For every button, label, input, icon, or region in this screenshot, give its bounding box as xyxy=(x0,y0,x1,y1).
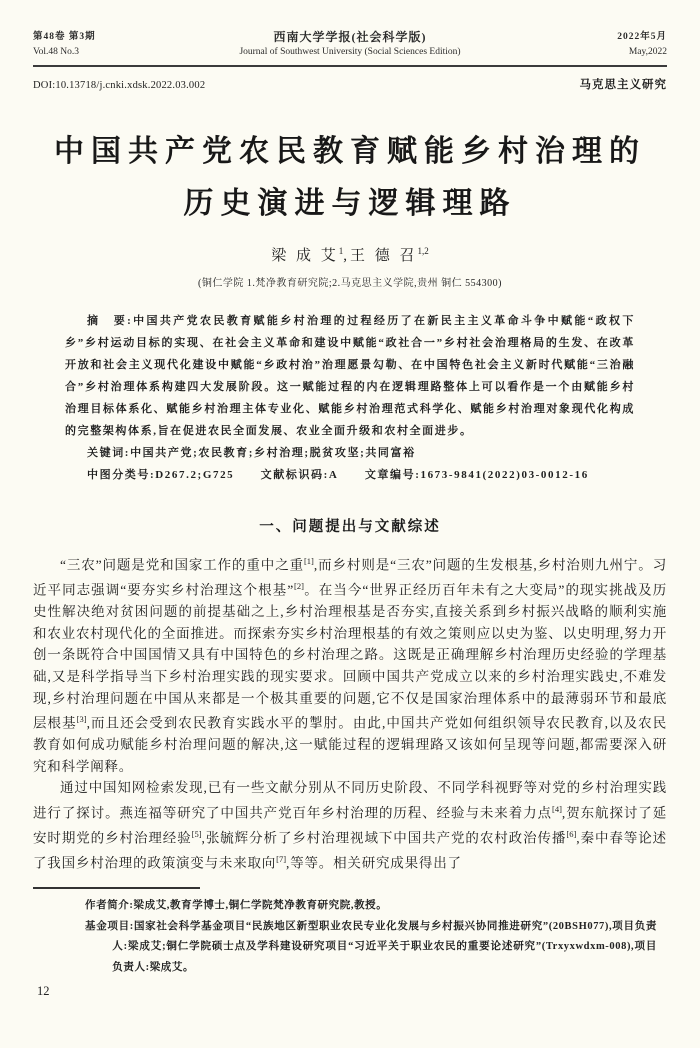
keywords-text: 中国共产党;农民教育;乡村治理;脱贫攻坚;共同富裕 xyxy=(130,447,416,459)
keywords-line xyxy=(65,442,635,464)
clc-value: D267.2;G725 xyxy=(155,469,235,481)
clc-label: 中图分类号: xyxy=(87,469,156,481)
body-paragraph-2: 通过中国知网检索发现,已有一些文献分别从不同历史阶段、不同学科视野等对党的乡村治理实践进行了探讨。燕连福等研究了中国共产党百年乡村治理的历程、经验与未来着力点[4],贺东航探讨了延安时期党的乡村治理经验[5],张毓辉分析了乡村治理视域下中国共产党的农村政治传播[6],秦中春等论述了我国乡村治理的政策演变与未来取向[7],等等。相关研究成果得出了 xyxy=(33,780,667,871)
article-title-line2: 历史演进与逻辑理路 xyxy=(183,187,517,220)
doc-code-label: 文献标识码: xyxy=(260,469,329,481)
author-name-1: 梁 成 艾 xyxy=(271,248,339,264)
journal-name-en: Journal of Southwest University (Social Sciences Edition) xyxy=(239,47,461,57)
doi-text: DOI:10.13718/j.cnki.xdsk.2022.03.002 xyxy=(33,80,206,91)
article-id-label: 文章编号: xyxy=(364,469,421,481)
author-bio-label: 作者简介: xyxy=(85,900,134,912)
article-id-pair xyxy=(365,469,589,481)
date-cn: 2022年5月 xyxy=(617,32,667,42)
column-tag: 马克思主义研究 xyxy=(579,79,667,91)
footnote-divider xyxy=(33,887,200,889)
article-title xyxy=(33,126,667,230)
fund-label: 基金项目: xyxy=(85,920,134,932)
footnotes xyxy=(85,896,657,978)
clc-pair xyxy=(87,469,234,481)
doc-code-pair xyxy=(261,469,339,481)
footnote-fund xyxy=(85,917,657,979)
doi-row xyxy=(33,76,667,92)
meta-line xyxy=(65,464,635,486)
body-text xyxy=(33,551,667,874)
abstract-paragraph xyxy=(65,310,635,442)
fund-text: 国家社会科学基金项目“民族地区新型职业农民专业化发展与乡村振兴协同推进研究”(20BSH077),项目负责人:梁成艾;铜仁学院硕士点及学科建设研究项目“习近平关于职业农民的重要论述研究”(Trxyxwdxm-008),项目负责人:梁成艾。 xyxy=(112,920,657,973)
abstract-label: 摘 要: xyxy=(87,315,133,327)
author-separator: , xyxy=(343,248,350,264)
abstract-block xyxy=(65,310,635,486)
article-title-line1: 中国共产党农民教育赋能乡村治理的 xyxy=(54,135,646,168)
author-affil-mark-1: 1 xyxy=(338,246,344,256)
header-journal-name xyxy=(183,30,517,60)
journal-name-cn: 西南大学学报(社会科学版) xyxy=(273,30,427,44)
author-name-2: 王 德 召 xyxy=(350,248,418,264)
date-en: May,2022 xyxy=(628,47,667,57)
header-divider xyxy=(33,65,667,67)
keywords-label: 关键词: xyxy=(87,447,131,459)
affiliation: (铜仁学院 1.梵净教育研究院;2.马克思主义学院,贵州 铜仁 554300) xyxy=(198,278,502,289)
author-line xyxy=(33,244,667,265)
section-heading: 一、问题提出与文献综述 xyxy=(259,519,441,535)
doc-code-value: A xyxy=(328,469,339,481)
page-number: 12 xyxy=(37,984,50,999)
footnote-author-bio xyxy=(85,896,657,917)
author-bio-text: 梁成艾,教育学博士,铜仁学院梵净教育研究院,教授。 xyxy=(133,900,388,912)
abstract-text: 中国共产党农民教育赋能乡村治理的过程经历了在新民主主义革命斗争中赋能“政权下乡”乡村运动目标的实现、在社会主义革命和建设中赋能“政社合一”乡村社会治理格局的生发、在改革开放和社会主义现代化建设中赋能“乡政村治”治理愿景勾勒、在中国特色社会主义新时代赋能“三治融合”乡村治理体系构建四大发展阶段。这一赋能过程的内在逻辑理路整体上可以看作是一个由赋能乡村治理目标体系化、赋能乡村治理主体专业化、赋能乡村治理范式科学化、赋能乡村治理对象现代化构成的完整架构体系,旨在促进农民全面发展、农业全面升级和农村全面进步。 xyxy=(65,315,635,437)
header-date xyxy=(517,30,667,60)
body-paragraph-1: “三农”问题是党和国家工作的重中之重[1],而乡村则是“三农”问题的生发根基,乡村治则九州宁。习近平同志强调“要夯实乡村治理这个根基”[2]。在当今“世界正经历百年未有之大变局”的现实挑战及历史性解决绝对贫困问题的前提基础之上,乡村治理根基是否夯实,直接关系到乡村振兴战略的顺利实施和农业农村现代化的全面推进。而探索夯实乡村治理根基的有效之策则应以史为鉴、以史明理,努力开创一条既符合中国国情又具有中国特色的乡村治理之路。这既是正确理解乡村治理历史经验的学理基础,又是科学指导当下乡村治理实践的现实要求。回顾中国共产党成立以来的乡村治理实践史,不难发现,乡村治理问题在中国从来都是一个极其重要的问题,它不仅是国家治理体系中的最薄弱环节和最底层根基[3],而且还会受到农民教育实践水平的掣肘。由此,中国共产党如何组织领导农民教育,以及农民教育如何成功赋能乡村治理问题的解决,这一赋能过程的逻辑理路又该如何呈现等问题,都需要深入研究和科学阐释。 xyxy=(33,556,667,774)
header-volume xyxy=(33,30,183,60)
author-affil-mark-2: 1,2 xyxy=(417,246,429,256)
journal-header xyxy=(33,30,667,60)
volume-cn: 第48卷 第3期 xyxy=(33,32,96,42)
volume-en: Vol.48 No.3 xyxy=(33,47,80,57)
article-id-value: 1673-9841(2022)03-0012-16 xyxy=(420,469,589,481)
